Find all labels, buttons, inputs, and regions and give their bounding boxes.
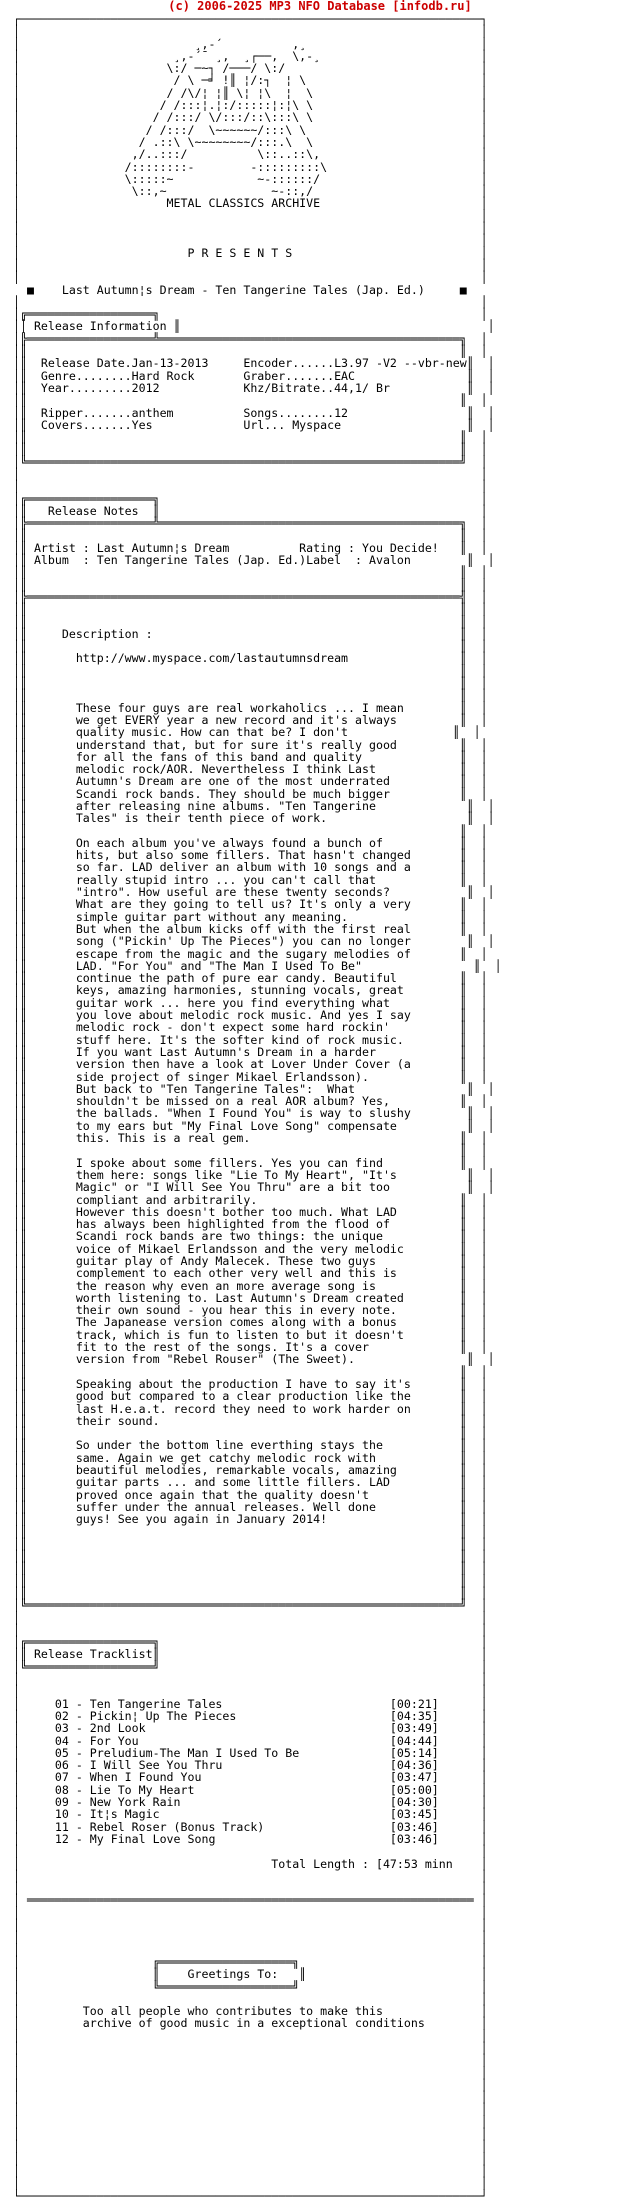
site-credit-header: (c) 2006-2025 MP3 NFO Database [infodb.ru] (0, 0, 640, 13)
nfo-text-block: ┌──────────────────────────────────────────────────────────────────┐ │ │ │ ¸,-´ ,¸ │ │ ¸,-´¯ ¸, ¸┌──, \,-¸ │ │ \:/ ─~┐ /───/ \:/ │ │ / \ ─╛ !║ ¦/:┐ ¦ \ │ │ / /\/¦ ¦║ \¦ ¦\ ¦ \ │ │ / /:::¦.¦:/:::::¦:¦\ \ │ │ / /:::/ \/:::/::\:::\ \ │ │ / /:::/ \~~~~~~/:::\ \ │ │ / .::\ \~~~~~~~~/:::.\ \ │ │ ,/..:::/ \::..::\, │ │ /::::::::- -:::::::::\ │ │ \:::::~ ~-::::::/ │ │ \::,~ ~-::,/ │ │ METAL CLASSICS ARCHIVE │ │ │ │ │ │ │ │ P R E S E N T S │ │ │ │ │ ■ Last Autumn¦s Dream - Ten Tangerine Tales (Jap. Ed.) ■ │ │ │╔══════════════════╗ │ ││ Release Information ║ │ │╠══════════════════╩═══════════════════════════════════════════╗ │ │║ ║ │ │║ Release Date.Jan-13-2013 Encoder......L3.97 -V2 --vbr-new║ │ │║ Genre........Hard Rock Graber.......EAC ║ │ │║ Year.........2012 Khz/Bitrate..44,1/ Br ║ │ │║ ║ │ │║ Ripper.......anthem Songs........12 ║ │ │║ Covers.......Yes Url... Myspace ║ │ │║ ║ │ │║ ║ │ │╚══════════════════════════════════════════════════════════════╝ │ │ │ │ │ │╔══════════════════╗ │ │║ Release Notes ║ │ │╠══════════════════╩═══════════════════════════════════════════╗ │ │║ ║ │ │║ Artist : Last Autumn¦s Dream Rating : You Decide! ║ │ │║ Album : Ten Tangerine Tales (Jap. Ed.)Label : Avalon ║ │ │║ ║ │ │║ ║ │ │╠══════════════════════════════════════════════════════════════╣ │ │║ ║ │ │║ ║ │ │║ Description : ║ │ │║ ║ │ │║ http://www.myspace.com/lastautumnsdream ║ │ │║ ║ │ │║ ║ │ │║ ║ │ │║ These four guys are real workaholics ... I mean ║ │ │║ we get EVERY year a new record and it's always ║ │ │║ quality music. How can that be? I don't ║ │ │║ understand that, but for sure it's really good ║ │ │║ for all the fans of this band and quality ║ │ │║ melodic rock/AOR. Nevertheless I think Last ║ │ │║ Autumn's Dream are one of the most underrated ║ │ │║ Scandi rock bands. They should be much bigger ║ │ │║ after releasing nine albums. "Ten Tangerine ║ │ │║ Tales" is their tenth piece of work. ║ │ │║ ║ │ │║ On each album you've always found a bunch of ║ │ │║ hits, but also some fillers. That hasn't changed ║ │ │║ so far. LAD deliver an album with 10 songs and a ║ │ │║ really stupid intro ... you can't call that ║ │ │║ "intro". How useful are these twenty seconds? ║ │ │║ What are they going to tell us? It's only a very ║ │ │║ simple guitar part without any meaning. ║ │ │║ But when the album kicks off with the first real ║ │ │║ song ("Pickin' Up The Pieces") you can no longer ║ │ │║ escape from the magic and the sugary melodies of ║ │ │║ LAD. "For You" and "The Man I Used To Be" ║ │ │║ continue the path of pure ear candy. Beautiful ║ │ │║ keys, amazing harmonies, stunning vocals, great ║ │ │║ guitar work ... here you find everything what ║ │ │║ you love about melodic rock music. And yes I say ║ │ │║ melodic rock - don't expect some hard rockin' ║ │ │║ stuff here. It's the softer kind of rock music. ║ │ │║ If you want Last Autumn's Dream in a harder ║ │ │║ version then have a look at Lover Under Cover (a ║ │ │║ side project of singer Mikael Erlandsson). ║ │ │║ But back to "Ten Tangerine Tales": What ║ │ │║ shouldn't be missed on a real AOR album? Yes, ║ │ │║ the ballads. "When I Found You" is way to slushy ║ │ │║ to my ears but "My Final Love Song" compensate ║ │ │║ this. This is a real gem. ║ │ │║ ║ │ │║ I spoke about some fillers. Yes you can find ║ │ │║ them here: songs like "Lie To My Heart", "It's ║ │ │║ Magic" or "I Will See You Thru" are a bit too ║ │ │║ compliant and arbitrarily. ║ │ │║ However this doesn't bother too much. What LAD ║ │ │║ has always been highlighted from the flood of ║ │ │║ Scandi rock bands are two things: the unique ║ │ │║ voice of Mikael Erlandsson and the very melodic ║ │ │║ guitar play of Andy Malecek. These two guys ║ │ │║ complement to each other very well and this is ║ │ │║ the reason why even an more average song is ║ │ │║ worth listening to. Last Autumn's Dream created ║ │ │║ their own sound - you hear this in every note. ║ │ │║ The Japanease version comes along with a bonus ║ │ │║ track, which is fun to listen to but it doesn't ║ │ │║ fit to the rest of the songs. It's a cover ║ │ │║ version from "Rebel Rouser" (The Sweet). ║ │ │║ ║ │ │║ Speaking about the production I have to say it's ║ │ │║ good but compared to a clear production like the ║ │ │║ last H.e.a.t. record they need to work harder on ║ │ │║ their sound. ║ │ │║ ║ │ │║ So under the bottom line everthing stays the ║ │ │║ same. Again we get catchy melodic rock with ║ │ │║ beautiful melodies, remarkable vocals, amazing ║ │ │║ guitar parts ... and some little fillers. LAD ║ │ │║ proved once again that the quality doesn't ║ │ │║ suffer under the annual releases. Well done ║ │ │║ guys! See you again in January 2014! ║ │ │║ ║ │ │║ ║ │ │║ ║ │ │║ ║ │ │║ ║ │ │║ ║ │ │╚══════════════════════════════════════════════════════════════╝ │ │ │ │ │ │╔══════════════════╗ │ │║ Release Tracklist║ │ │╚══════════════════╝ │ │ │ │ │ │ 01 - Ten Tangerine Tales [00:21] │ │ 02 - Pickin¦ Up The Pieces [04:35] │ │ 03 - 2nd Look [03:49] │ │ 04 - For You [04:44] │ │ 05 - Preludium-The Man I Used To Be [05:14] │ │ 06 - I Will See You Thru [04:36] │ │ 07 - When I Found You [03:47] │ │ 08 - Lie To My Heart [05:00] │ │ 09 - New York Rain [04:30] │ │ 10 - It¦s Magic [03:45] │ │ 11 - Rebel Roser (Bonus Track) [03:46] │ │ 12 - My Final Love Song [03:46] │ │ │ │ Total Length : [47:53 minn │ │ │ │ │ │ ════════════════════════════════════════════════════════════════ │ │ │ │ │ │ │ │ │ │ ╔═══════════════════╗ │ │ ║ Greetings To: ║ │ │ ╚═══════════════════╝ │ │ │ │ Too all people who contributes to make this │ │ archive of good music in a exceptional conditions │ │ │ │ │ │ │ │ │ │ │ │ │ │ │ │ │ │ │ │ │ │ │ │ │ │ │ └──────────────────────────────────────────────────────────────────┘ (13, 12, 502, 2203)
